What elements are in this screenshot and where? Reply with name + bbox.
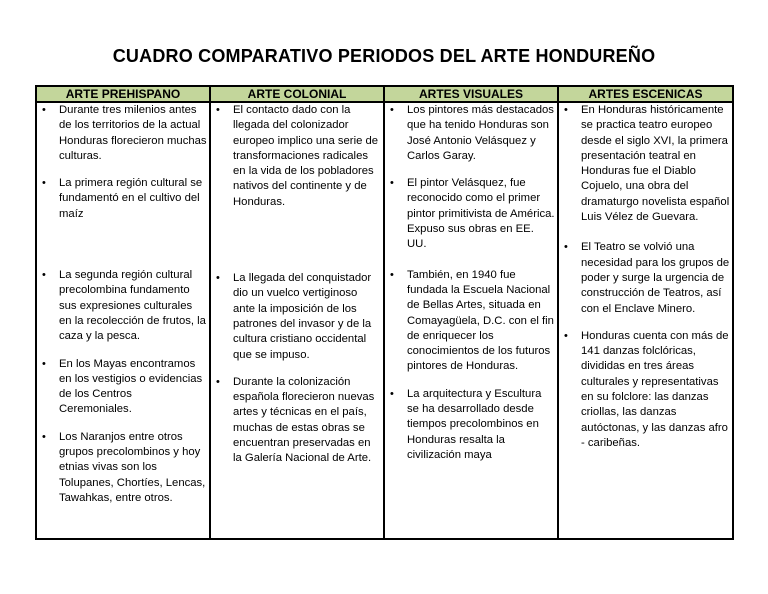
column-header: ARTES VISUALES [384, 86, 558, 102]
page-title: CUADRO COMPARATIVO PERIODOS DEL ARTE HONDUREÑO [112, 46, 656, 66]
bullet-icon: • [216, 375, 220, 388]
header-row [36, 86, 733, 102]
bullet-icon: • [390, 177, 394, 190]
bullet-icon: • [564, 104, 568, 116]
list-item: • El Teatro se volvió una necesidad para los grupos de poder y surge la urgencia de construcción de Teatros, así con el Enclave Minero. [564, 241, 730, 315]
bullet-icon: • [564, 241, 568, 254]
column-cell-prehispanic [36, 102, 210, 539]
list-item: • Durante la colonización española florecieron nuevas artes y técnicas en el país, muchas de estas obras se encuentran preservadas en la Galería Nacional de Arte. [216, 375, 375, 465]
list-item: • En los Mayas encontramos en los vestigios o evidencias de los Centros Ceremoniales. [42, 357, 203, 416]
column-cell-performing-arts [558, 102, 733, 539]
bullet-icon: • [216, 272, 220, 285]
column-header: ARTE COLONIAL [210, 86, 384, 102]
bullet-icon: • [216, 104, 220, 116]
list-item: • El contacto dado con la llegada del colonizador europeo implico una serie de transformaciones radicales en la vida de los pobladores nativos del continente y de Honduras. [216, 104, 379, 208]
bullet-icon: • [42, 269, 46, 282]
list-item: • La segunda región cultural precolombina fundamento sus expresiones culturales en la recolección de frutos, la caza y la pesca. [42, 269, 206, 343]
bullet-list [385, 103, 557, 463]
bullet-list [211, 103, 383, 467]
column-header: ARTES ESCENICAS [558, 86, 733, 102]
bullet-icon: • [390, 104, 394, 116]
list-item: • Honduras cuenta con más de 141 danzas folclóricas, divididas en tres áreas culturales y representativas en su folclore: las danzas criollas, las danzas autóctonas, y las danzas afro - caribeñas. [564, 329, 729, 449]
column-cell-colonial [210, 102, 384, 539]
comparison-table [35, 85, 734, 540]
list-item: • También, en 1940 fue fundada la Escuela Nacional de Bellas Artes, situada en Comayagüela, D.C. con el fin de enriquecer los conocimientos de los futuros pintores de Honduras. [390, 268, 554, 373]
column-header: ARTE PREHISPANO [36, 86, 210, 102]
bullet-icon: • [42, 104, 46, 116]
bullet-icon: • [42, 430, 46, 443]
bullet-icon: • [42, 177, 46, 190]
bullet-list [559, 103, 732, 451]
bullet-icon: • [390, 387, 394, 400]
list-item: • La llegada del conquistador dio un vuelco vertiginoso ante la imposición de los patrones del invasor y de la cultura cristiano occidental que se impuso. [216, 272, 372, 361]
list-item: • Los pintores más destacados que ha tenido Honduras son José Antonio Velásquez y Carlos Garay. [390, 104, 554, 162]
bullet-list [37, 103, 209, 506]
content-row [36, 102, 733, 539]
bullet-icon: • [42, 357, 46, 370]
list-item: • Los Naranjos entre otros grupos precolombinos y hoy etnias vivas son los Tolupanes, Chortíes, Lencas, Tawahkas, entre otros. [42, 430, 206, 504]
list-item: • Durante tres milenios antes de los territorios de la actual Honduras florecieron muchas culturas. [42, 104, 207, 162]
list-item: • La arquitectura y Escultura se ha desarrollado desde tiempos precolombinos en Honduras resalta la civilización maya [390, 387, 542, 461]
bullet-icon: • [390, 268, 394, 281]
bullet-icon: • [564, 329, 568, 342]
list-item: • En Honduras históricamente se practica teatro europeo desde el siglo XVI, la primera presentación teatral en Honduras fue el Diablo Cojuelo, una obra del dramaturgo novelista español Luis Vélez de Guevara. [564, 104, 730, 224]
column-cell-visual-arts [384, 102, 558, 539]
list-item: • La primera región cultural se fundamentó en el cultivo del maíz [42, 177, 203, 220]
list-item: • El pintor Velásquez, fue reconocido como el primer pintor primitivista de América. Expuso sus obras en EE. UU. [390, 177, 555, 251]
